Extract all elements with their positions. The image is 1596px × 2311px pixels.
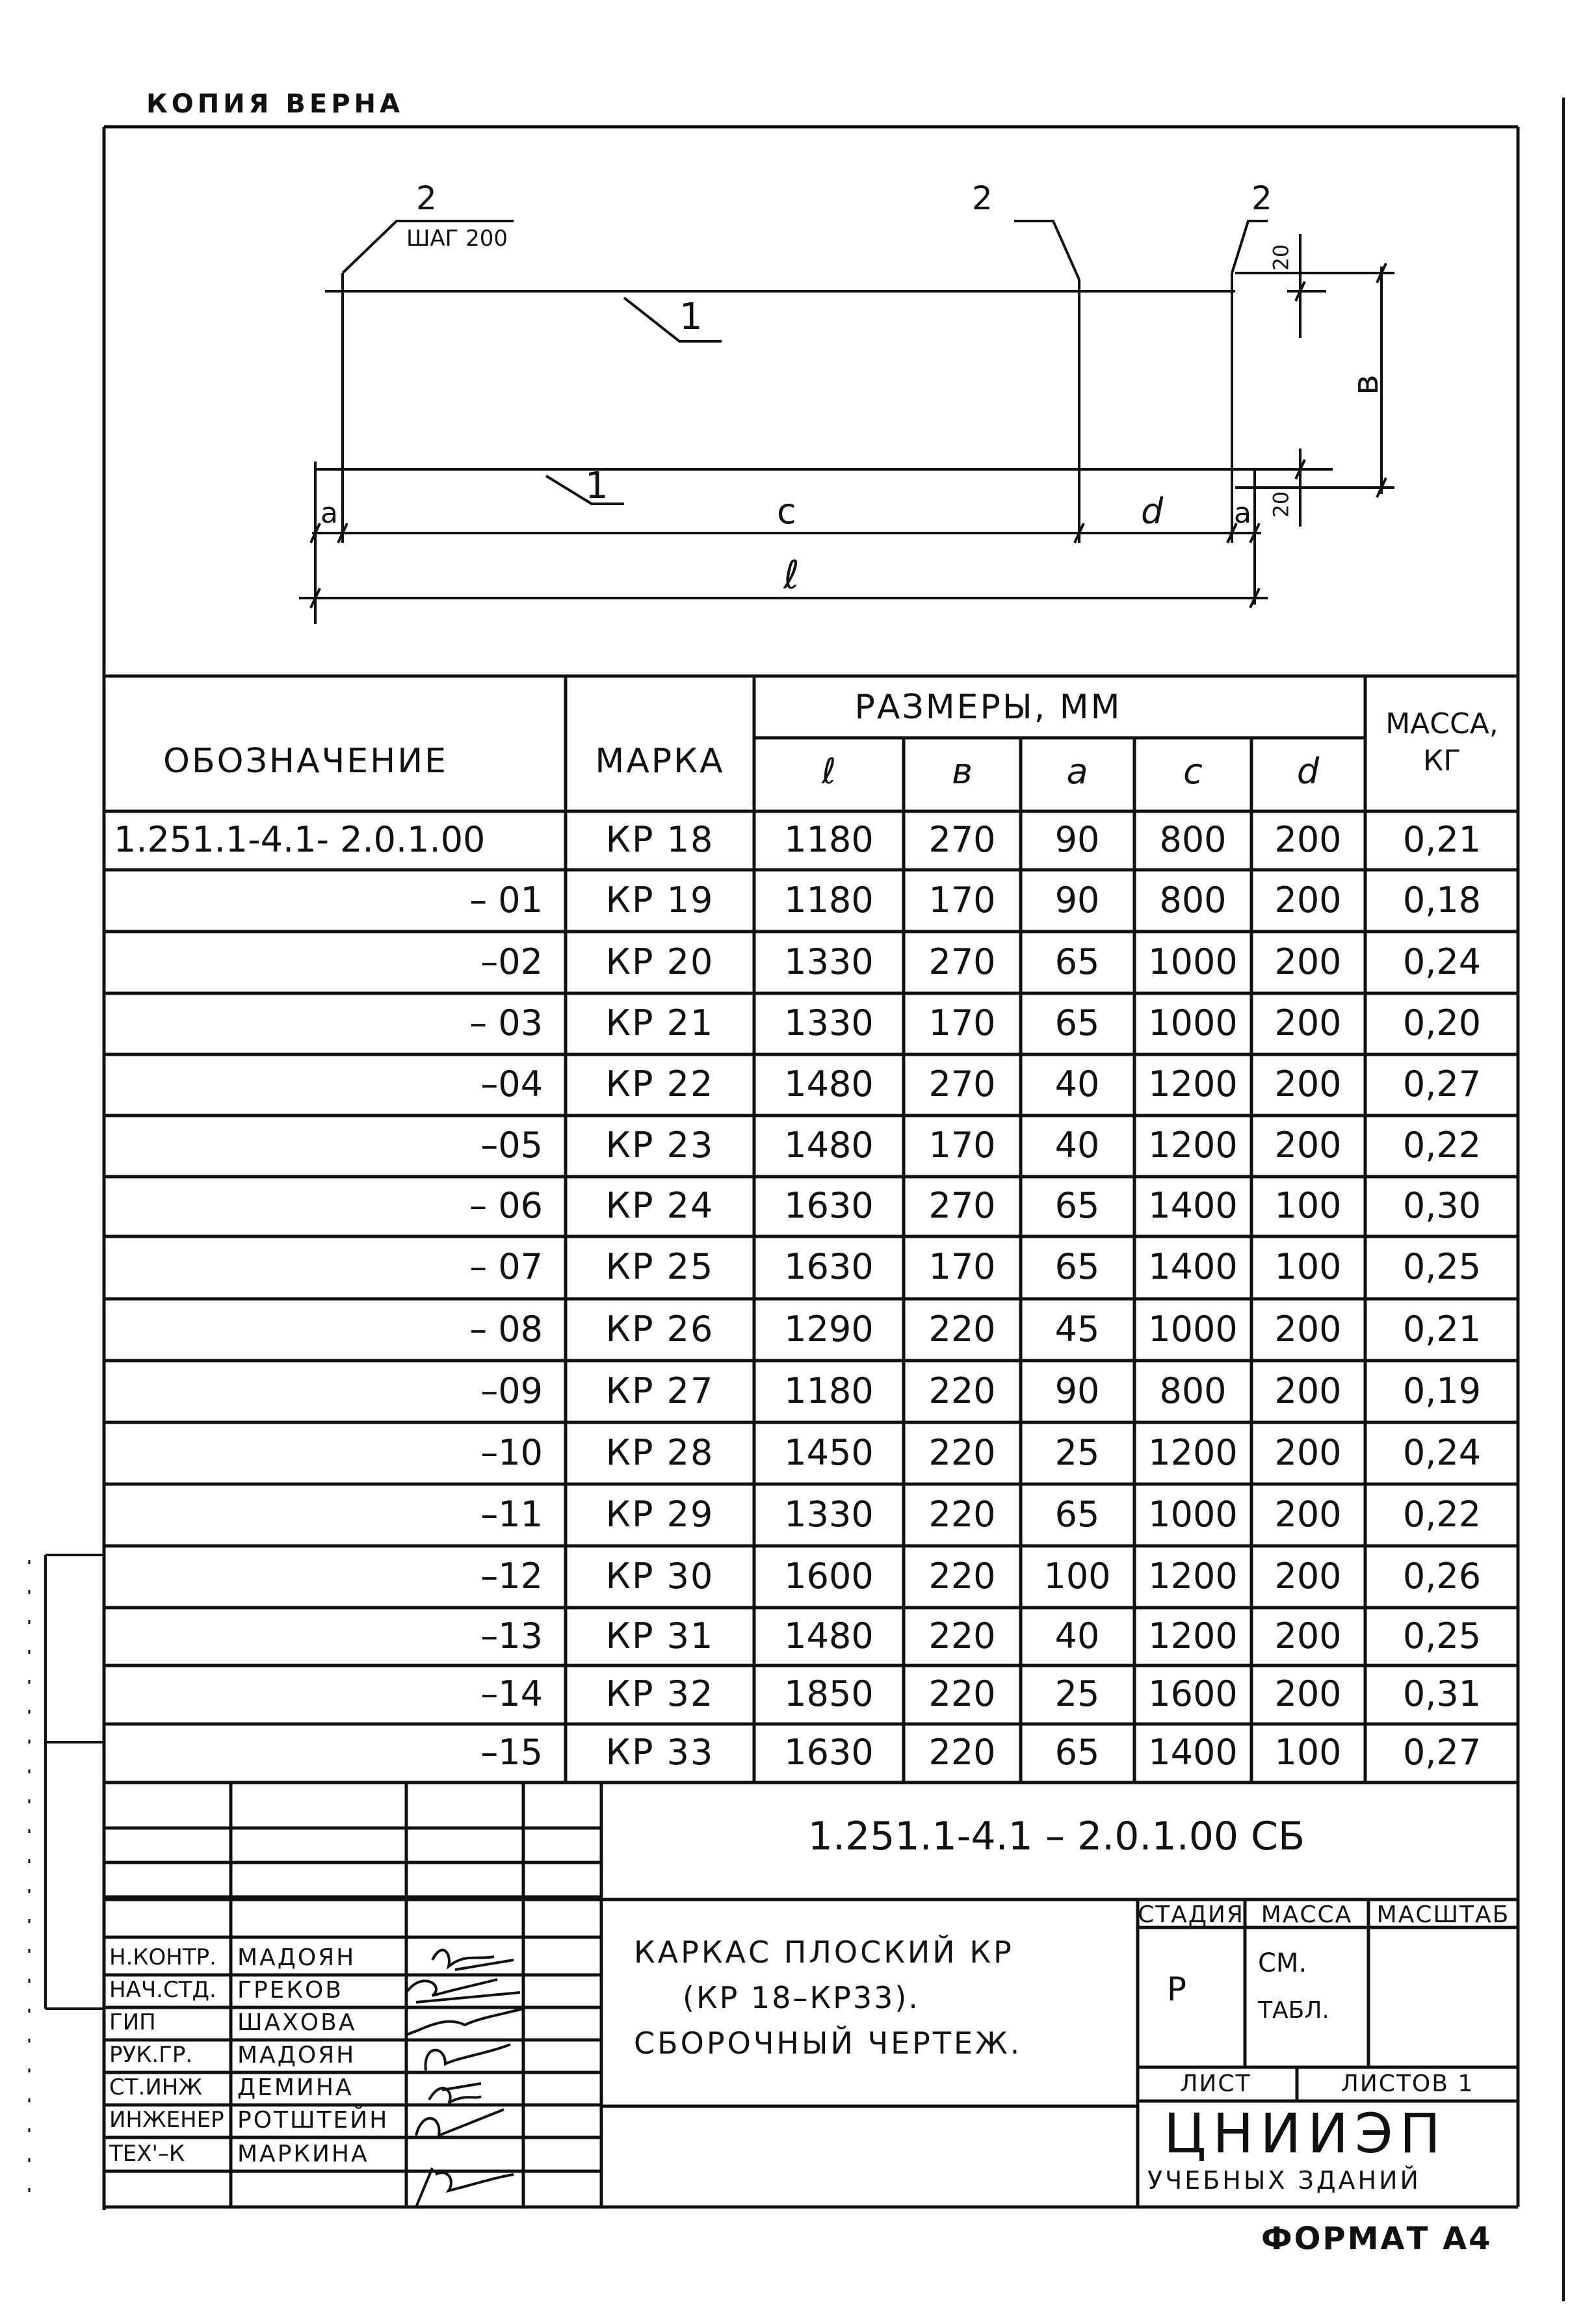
cell-d: 100 (1274, 1185, 1342, 1226)
signature-name: ДЕМИНА (237, 2074, 354, 2101)
cell-b: 220 (928, 1556, 996, 1597)
cell-mark: КР 23 (605, 1125, 714, 1166)
cell-mass: 0,21 (1402, 819, 1482, 860)
cell-mass: 0,31 (1402, 1673, 1482, 1714)
signature-role: Н.КОНТР. (109, 1944, 216, 1970)
sub-header-c: c (1183, 751, 1203, 792)
cell-mass: 0,26 (1402, 1556, 1482, 1597)
cell-mark: КР 25 (605, 1246, 714, 1287)
cell-b: 220 (928, 1615, 996, 1656)
cell-mark: КР 24 (605, 1185, 714, 1226)
organization-name: ЦНИИЭП (1164, 2102, 1447, 2165)
signature-name: МАДОЯН (237, 2042, 356, 2069)
cell-c: 1200 (1148, 1125, 1238, 1166)
cell-mark: КР 27 (605, 1370, 714, 1411)
cell-l: 1450 (784, 1432, 874, 1473)
cell-mass: 0,25 (1402, 1615, 1482, 1656)
cell-b: 270 (928, 1185, 996, 1226)
cell-c: 1400 (1148, 1732, 1238, 1773)
position-1-label: 1 (585, 465, 608, 507)
document-code: 1.251.1-4.1 – 2.0.1.00 СБ (807, 1814, 1305, 1859)
dim-20-top: 20 (1268, 244, 1294, 271)
pitch-label: ШАГ 200 (406, 226, 508, 252)
mass-label: МАССА (1261, 1901, 1353, 1928)
cell-a: 90 (1054, 819, 1100, 860)
signature-name: ГРЕКОВ (237, 1977, 344, 2004)
cell-l: 1290 (784, 1309, 874, 1350)
cell-a: 40 (1054, 1125, 1100, 1166)
sub-header-b: в (952, 751, 973, 792)
dim-a-left: a (321, 497, 338, 530)
cell-designation: –05 (480, 1125, 543, 1166)
cell-a: 40 (1054, 1064, 1100, 1104)
dim-b: в (1344, 374, 1386, 395)
cell-mark: КР 18 (605, 819, 714, 860)
cell-l: 1630 (784, 1246, 874, 1287)
cell-mass: 0,21 (1402, 1309, 1482, 1350)
cell-b: 270 (928, 941, 996, 982)
stage-value: Р (1166, 1970, 1187, 2008)
cell-d: 200 (1274, 819, 1342, 860)
cell-designation: – 07 (469, 1246, 543, 1287)
cell-l: 1630 (784, 1185, 874, 1226)
signature-role: РУК.ГР. (109, 2042, 193, 2068)
cell-c: 1000 (1148, 1494, 1238, 1535)
cell-b: 220 (928, 1732, 996, 1773)
cell-l: 1330 (784, 941, 874, 982)
cell-mass: 0,27 (1402, 1064, 1482, 1104)
cell-c: 1200 (1148, 1432, 1238, 1473)
title-line-2: (КР 18–КР33). (683, 1980, 920, 2015)
cell-d: 200 (1274, 1615, 1342, 1656)
cell-b: 270 (928, 1064, 996, 1104)
sub-header-a: a (1066, 751, 1088, 792)
cell-c: 1200 (1148, 1615, 1238, 1656)
cell-d: 100 (1274, 1732, 1342, 1773)
cell-d: 100 (1274, 1246, 1342, 1287)
cell-mass: 0,30 (1402, 1185, 1482, 1226)
cell-d: 200 (1274, 1494, 1342, 1535)
cell-l: 1480 (784, 1064, 874, 1104)
signature-role: НАЧ.СТД. (109, 1977, 216, 2003)
cell-d: 200 (1274, 1370, 1342, 1411)
cell-a: 25 (1054, 1432, 1100, 1473)
cell-c: 1000 (1148, 1309, 1238, 1350)
cell-b: 220 (928, 1673, 996, 1714)
signature-name: ШАХОВА (237, 2009, 357, 2036)
cell-designation: –13 (480, 1615, 543, 1656)
cell-d: 200 (1274, 1002, 1342, 1043)
mass-value-2: ТАБЛ. (1258, 1997, 1329, 2024)
cell-l: 1330 (784, 1494, 874, 1535)
signatures (406, 1950, 523, 2207)
cell-a: 65 (1054, 1002, 1100, 1043)
cell-a: 65 (1054, 1246, 1100, 1287)
signature-role: ТЕХ'–К (109, 2141, 185, 2167)
cell-designation: –14 (480, 1673, 543, 1714)
cell-mark: КР 26 (605, 1309, 714, 1350)
cell-l: 1180 (784, 1370, 874, 1411)
cell-mass: 0,24 (1402, 941, 1482, 982)
cell-c: 800 (1159, 819, 1227, 860)
position-2-label: 2 (416, 179, 437, 217)
cell-designation: –11 (480, 1494, 543, 1535)
position-1-label: 1 (679, 296, 703, 338)
cell-a: 65 (1054, 1732, 1100, 1773)
cell-mark: КР 30 (605, 1556, 714, 1597)
cell-d: 200 (1274, 1556, 1342, 1597)
cell-l: 1330 (784, 1002, 874, 1043)
cell-l: 1850 (784, 1673, 874, 1714)
dim-d: d (1141, 491, 1164, 532)
cell-mass: 0,25 (1402, 1246, 1482, 1287)
cell-c: 800 (1159, 1370, 1227, 1411)
cell-designation: –12 (480, 1556, 543, 1597)
copy-certified-note: КОПИЯ ВЕРНА (146, 89, 404, 119)
cell-b: 220 (928, 1432, 996, 1473)
cell-d: 200 (1274, 1125, 1342, 1166)
dim-a-right: a (1234, 497, 1251, 530)
cell-mass: 0,22 (1402, 1494, 1482, 1535)
cell-a: 90 (1054, 1370, 1100, 1411)
cell-d: 200 (1274, 941, 1342, 982)
title-line-3: СБОРОЧНЫЙ ЧЕРТЕЖ. (634, 2026, 1023, 2061)
stage-label: СТАДИЯ (1138, 1901, 1244, 1928)
sheets-label: ЛИСТОВ 1 (1341, 2070, 1474, 2097)
cell-a: 100 (1043, 1556, 1111, 1597)
cell-mark: КР 33 (605, 1732, 714, 1773)
cell-l: 1180 (784, 880, 874, 920)
cell-a: 40 (1054, 1615, 1100, 1656)
cell-a: 45 (1054, 1309, 1100, 1350)
cell-c: 800 (1159, 880, 1227, 920)
cell-a: 65 (1054, 1185, 1100, 1226)
cell-l: 1600 (784, 1556, 874, 1597)
format-label: ФОРМАТ А4 (1261, 2221, 1493, 2257)
signature-role: СТ.ИНЖ (109, 2074, 202, 2100)
cell-mark: КР 31 (605, 1615, 714, 1656)
position-2-label: 2 (1251, 179, 1272, 217)
cell-b: 270 (928, 819, 996, 860)
cell-designation: – 03 (469, 1002, 543, 1043)
cell-b: 170 (928, 880, 996, 920)
cell-mass: 0,24 (1402, 1432, 1482, 1473)
cell-b: 170 (928, 1002, 996, 1043)
cell-mass: 0,27 (1402, 1732, 1482, 1773)
frame-sketch (299, 221, 1394, 624)
cell-mass: 0,22 (1402, 1125, 1482, 1166)
cell-d: 200 (1274, 1432, 1342, 1473)
dim-c: c (777, 491, 796, 532)
cell-mark: КР 19 (605, 880, 714, 920)
title-line-1: КАРКАС ПЛОСКИЙ КР (634, 1935, 1014, 1970)
cell-mass: 0,18 (1402, 880, 1482, 920)
cell-b: 220 (928, 1494, 996, 1535)
cell-c: 1400 (1148, 1246, 1238, 1287)
cell-mass: 0,20 (1402, 1002, 1482, 1043)
col-mark-header: МАРКА (595, 742, 725, 781)
cell-designation: –15 (480, 1732, 543, 1773)
cell-designation: – 01 (469, 880, 543, 920)
cell-mark: КР 32 (605, 1673, 714, 1714)
cell-a: 25 (1054, 1673, 1100, 1714)
col-mass-header: МАССА, КГ (1385, 707, 1498, 778)
cell-l: 1480 (784, 1125, 874, 1166)
cell-c: 1200 (1148, 1556, 1238, 1597)
signature-role: ИНЖЕНЕР (109, 2107, 224, 2133)
col-designation-header: ОБОЗНАЧЕНИЕ (163, 742, 448, 781)
cell-d: 200 (1274, 880, 1342, 920)
cell-b: 220 (928, 1370, 996, 1411)
cell-designation: –04 (480, 1064, 543, 1104)
cell-d: 200 (1274, 1309, 1342, 1350)
cell-d: 200 (1274, 1064, 1342, 1104)
cell-c: 1000 (1148, 941, 1238, 982)
signature-name: МАРКИНА (237, 2141, 369, 2167)
mass-value-1: СМ. (1258, 1948, 1307, 1978)
cell-mark: КР 20 (605, 941, 714, 982)
cell-a: 65 (1054, 1494, 1100, 1535)
sub-header-d: d (1296, 751, 1320, 792)
signature-name: МАДОЯН (237, 1944, 356, 1971)
sheet-label: ЛИСТ (1180, 2070, 1251, 2097)
cell-mass: 0,19 (1402, 1370, 1482, 1411)
cell-c: 1400 (1148, 1185, 1238, 1226)
cell-b: 170 (928, 1246, 996, 1287)
cell-a: 65 (1054, 941, 1100, 982)
cell-designation: – 08 (469, 1309, 543, 1350)
cell-mark: КР 21 (605, 1002, 714, 1043)
col-sizes-header: РАЗМЕРЫ, ММ (854, 688, 1122, 727)
position-2-label: 2 (972, 179, 993, 217)
dim-l: ℓ (783, 553, 800, 598)
cell-designation: –10 (480, 1432, 543, 1473)
cell-designation: – 06 (469, 1185, 543, 1226)
cell-designation: –09 (480, 1370, 543, 1411)
cell-mark: КР 22 (605, 1064, 714, 1104)
cell-b: 220 (928, 1309, 996, 1350)
cell-a: 90 (1054, 880, 1100, 920)
cell-c: 1600 (1148, 1673, 1238, 1714)
dim-20-bot: 20 (1268, 491, 1294, 518)
cell-c: 1000 (1148, 1002, 1238, 1043)
cell-mark: КР 28 (605, 1432, 714, 1473)
cell-designation: 1.251.1-4.1- 2.0.1.00 (114, 819, 486, 860)
cell-designation: –02 (480, 941, 543, 982)
cell-l: 1630 (784, 1732, 874, 1773)
signature-role: ГИП (109, 2009, 156, 2035)
cell-mark: КР 29 (605, 1494, 714, 1535)
sub-header-l: ℓ (821, 751, 837, 792)
cell-c: 1200 (1148, 1064, 1238, 1104)
cell-l: 1180 (784, 819, 874, 860)
organization-subtitle: УЧЕБНЫХ ЗДАНИЙ (1147, 2166, 1421, 2195)
cell-d: 200 (1274, 1673, 1342, 1714)
scale-label: МАСШТАБ (1376, 1901, 1510, 1928)
cell-l: 1480 (784, 1615, 874, 1656)
signature-name: РОТШТЕЙН (237, 2107, 389, 2134)
cell-b: 170 (928, 1125, 996, 1166)
